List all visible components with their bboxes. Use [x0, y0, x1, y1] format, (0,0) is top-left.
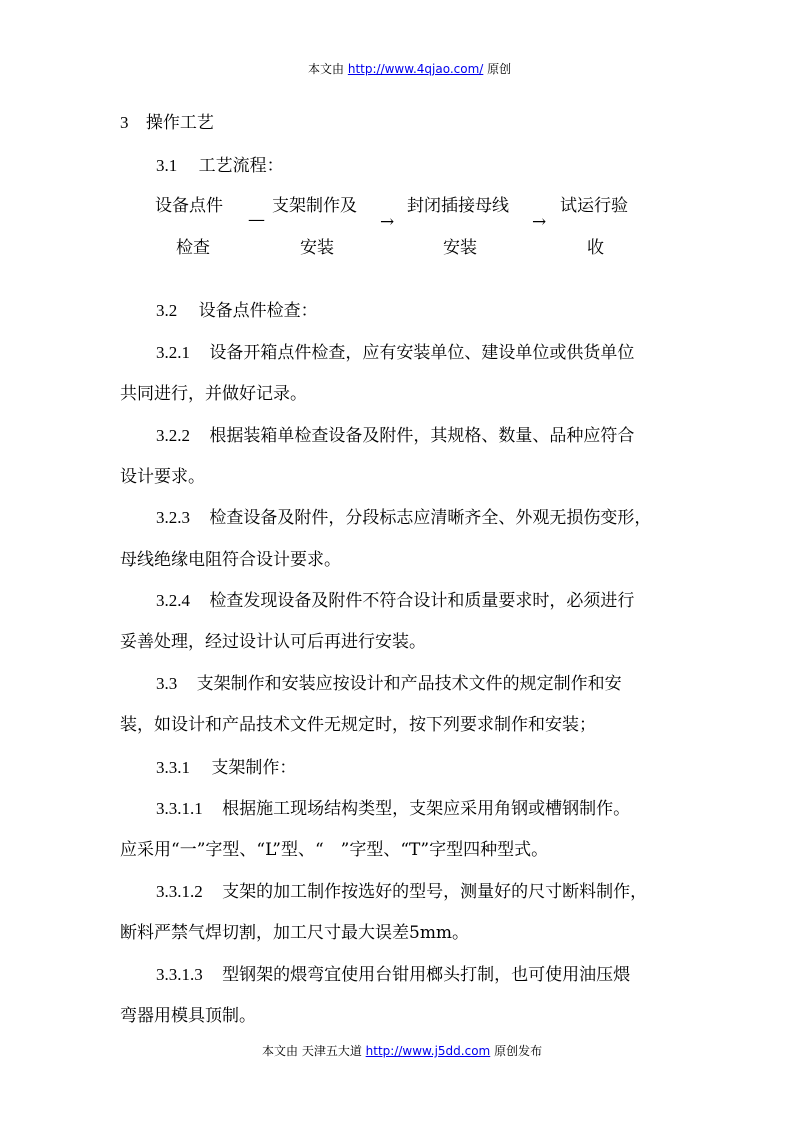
section-number: 3 [120, 113, 129, 132]
section-number: 3.3.1 [156, 758, 190, 777]
paragraph-line-1: 检查设备及附件，分段标志应清晰齐全、外观无损伤变形， [209, 508, 652, 528]
section-3-3-1-heading [156, 753, 296, 778]
paragraph-line-2: 断料严禁气焊切割，加工尺寸最大误差5mm。 [120, 923, 470, 943]
paragraph-line-2: 应采用“一”字型、“L”型、“ ”字型、“T”字型四种型式。 [120, 840, 549, 860]
flow-arrow-3: → [532, 212, 547, 232]
paragraph-number: 3.3.1.1 [156, 799, 203, 818]
paragraph-line-1: 根据施工现场结构类型，支架应采用角钢或槽钢制作。 [222, 799, 631, 819]
footer-prefix: 本文由 天津五大道 [262, 1044, 362, 1058]
paragraph-line-1: 支架的加工制作按选好的型号，测量好的尺寸断料制作， [222, 882, 648, 902]
paragraph-number: 3.2.1 [156, 343, 190, 362]
flow-step-4-line1: 试运行验 [560, 196, 628, 216]
section-title: 操作工艺 [145, 113, 214, 133]
paragraph-line-2: 设计要求。 [120, 467, 205, 487]
section-number: 3.1 [156, 156, 178, 175]
flow-step-2-line2: 安装 [300, 238, 334, 258]
paragraph-line-2: 弯器用模具顶制。 [120, 1006, 256, 1026]
paragraph-line-1: 支架制作和安装应按设计和产品技术文件的规定制作和安 [196, 674, 622, 694]
paragraph-number: 3.2.4 [156, 591, 190, 610]
paragraph-number: 3.3.1.3 [156, 965, 203, 984]
flow-arrow-1: — [248, 210, 265, 230]
flow-step-4-line2: 收 [587, 238, 604, 258]
paragraph-line-2: 母线绝缘电阻符合设计要求。 [120, 550, 341, 570]
paragraph-line-2: 妥善处理，经过设计认可后再进行安装。 [120, 632, 426, 652]
paragraph-line-2: 装，如设计和产品技术文件无规定时，按下列要求制作和安装； [120, 715, 596, 735]
section-3-heading [120, 108, 214, 133]
section-3-2-heading [156, 296, 318, 321]
paragraph-line-1: 根据装箱单检查设备及附件，其规格、数量、品种应符合 [209, 426, 635, 446]
section-title: 工艺流程： [198, 156, 284, 176]
paragraph-number: 3.3.1.2 [156, 882, 203, 901]
paragraph-number: 3.2.2 [156, 426, 190, 445]
header-link[interactable]: http://www.4qjao.com/ [347, 62, 484, 76]
section-title: 设备点件检查： [198, 301, 318, 321]
flow-step-3-line2: 安装 [443, 238, 477, 258]
flow-step-3-line1: 封闭插接母线 [407, 196, 509, 216]
footer-suffix: 原创发布 [494, 1044, 543, 1058]
section-title: 支架制作： [211, 758, 297, 778]
header-prefix: 本文由 [308, 62, 345, 76]
flow-step-1-line1: 设备点件 [155, 196, 223, 216]
section-3-1-heading [156, 151, 284, 176]
flow-step-2-line1: 支架制作及 [272, 196, 357, 216]
paragraph-number: 3.3 [156, 674, 178, 693]
flow-step-1-line2: 检查 [176, 238, 210, 258]
page-footer [262, 1042, 542, 1059]
paragraph-line-1: 设备开箱点件检查，应有安装单位、建设单位或供货单位 [209, 343, 635, 363]
paragraph-line-1: 检查发现设备及附件不符合设计和质量要求时，必须进行 [209, 591, 635, 611]
flow-arrow-2: → [380, 212, 395, 232]
footer-link[interactable]: http://www.j5dd.com [365, 1044, 491, 1058]
header-suffix: 原创 [487, 62, 512, 76]
page-header [308, 60, 511, 77]
paragraph-number: 3.2.3 [156, 508, 190, 527]
paragraph-line-1: 型钢架的煨弯宜使用台钳用榔头打制，也可使用油压煨 [222, 965, 631, 985]
paragraph-line-2: 共同进行，并做好记录。 [120, 384, 307, 404]
section-number: 3.2 [156, 301, 178, 320]
